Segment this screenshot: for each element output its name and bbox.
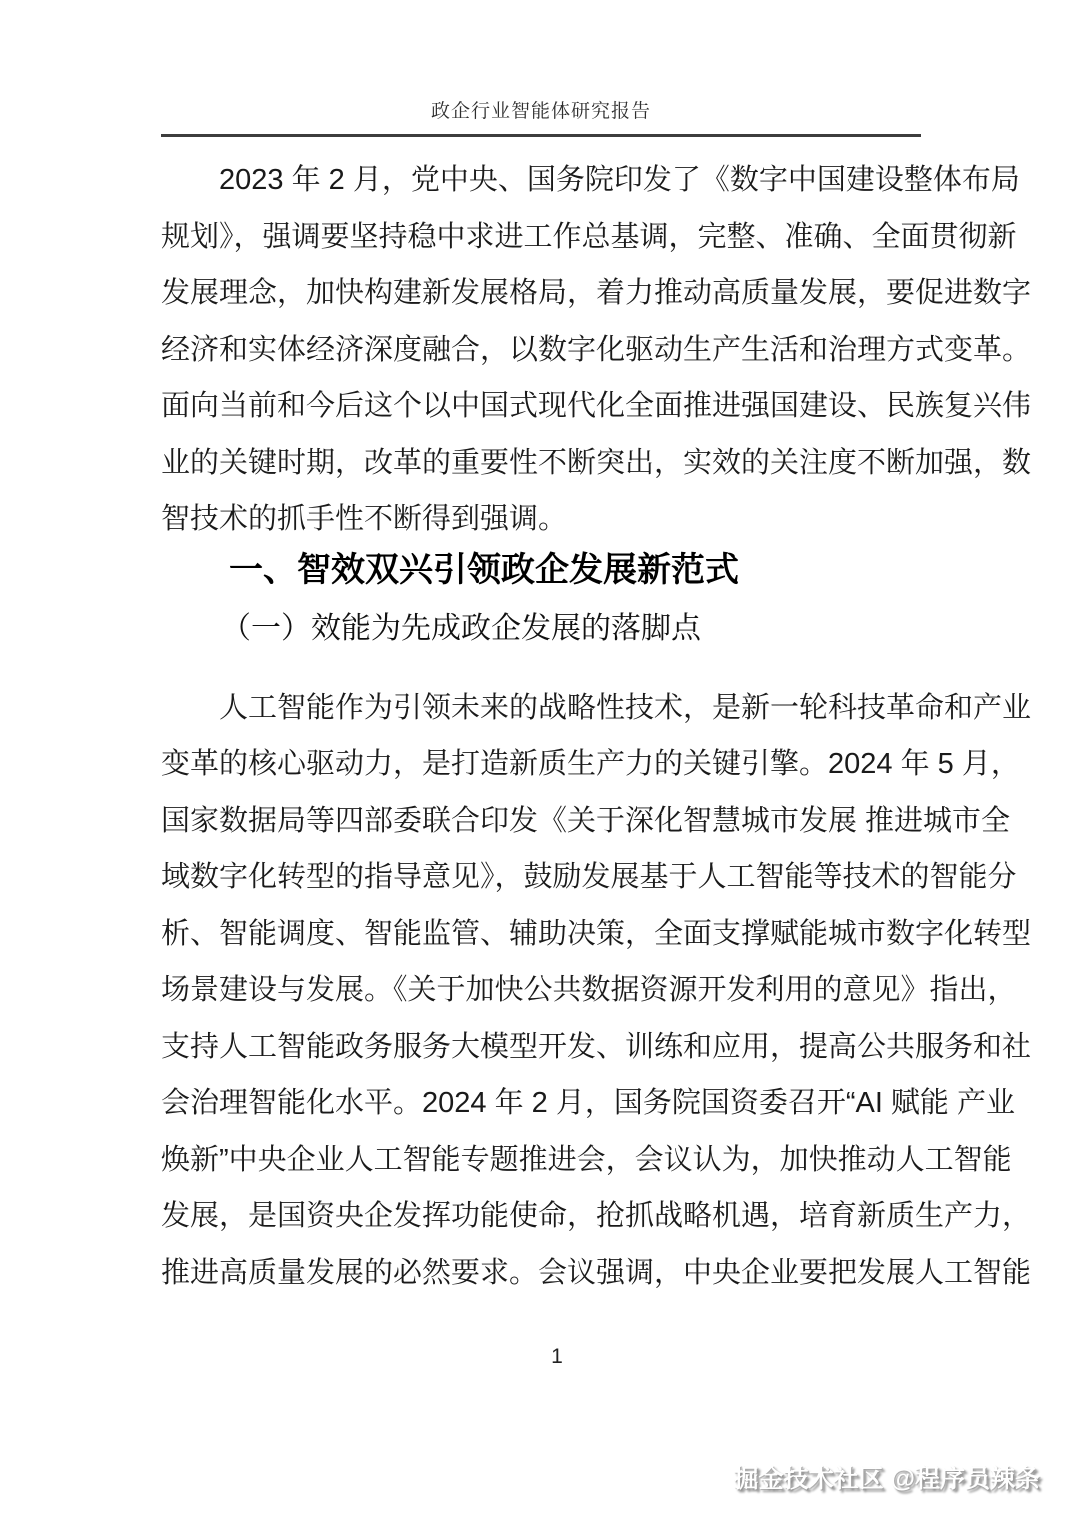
page-header-title: 政企行业智能体研究报告 bbox=[430, 101, 651, 122]
document-content-column bbox=[161, 0, 1032, 1301]
page-number: 1 bbox=[551, 1345, 563, 1368]
text-line: 支持人工智能政务服务大模型开发、训练和应用，提高公共服务和社 bbox=[161, 1030, 1032, 1063]
header-divider bbox=[161, 134, 921, 137]
text-line: 发展，是国资央企发挥功能使命，抢抓战略机遇，培育新质生产力， bbox=[161, 1200, 1032, 1232]
text-line: 析、智能调度、智能监管、辅助决策，全面支撑赋能城市数字化转型 bbox=[161, 917, 1032, 950]
text-line: 规划》，强调要坚持稳中求进工作总基调，完整、准确、全面贯彻新 bbox=[161, 220, 1017, 253]
paragraph-intro bbox=[161, 152, 1032, 548]
text-line: 智技术的抓手性不断得到强调。 bbox=[161, 503, 568, 535]
paragraph-body bbox=[161, 680, 1032, 1302]
watermark-text: 掘金技术社区 @程序员辣条 bbox=[733, 1465, 1040, 1493]
text-line: 场景建设与发展。《关于加快公共数据资源开发利用的意见》指出， bbox=[161, 974, 1017, 1006]
text-line: 变革的核心驱动力，是打造新质生产力的关键引擎。2024 年 5 月， bbox=[161, 748, 1020, 780]
text-line: 人工智能作为引领未来的战略性技术，是新一轮科技革命和产业 bbox=[219, 691, 1032, 724]
subsection-heading: （一）效能为先成政企发展的落脚点 bbox=[221, 611, 701, 645]
text-line: 国家数据局等四部委联合印发《关于深化智慧城市发展 推进城市全 bbox=[161, 804, 1011, 837]
section-heading: 一、智效双兴引领政企发展新范式 bbox=[229, 550, 739, 589]
text-line: 焕新”中央企业人工智能专题推进会，会议认为，加快推动人工智能 bbox=[161, 1143, 1012, 1176]
text-line: 面向当前和今后这个以中国式现代化全面推进强国建设、民族复兴伟 bbox=[161, 390, 1032, 422]
text-line: 发展理念，加快构建新发展格局，着力推动高质量发展，要促进数字 bbox=[161, 277, 1032, 309]
text-line: 会治理智能化水平。2024 年 2 月，国务院国资委召开“AI 赋能 产业 bbox=[161, 1087, 1015, 1119]
text-line: 经济和实体经济深度融合，以数字化驱动生产生活和治理方式变革。 bbox=[161, 333, 1032, 366]
text-line: 2023 年 2 月，党中央、国务院印发了《数字中国建设整体布局 bbox=[219, 164, 1020, 196]
text-line: 域数字化转型的指导意见》，鼓励发展基于人工智能等技术的智能分 bbox=[161, 861, 1017, 893]
text-line: 业的关键时期，改革的重要性不断突出，实效的关注度不断加强，数 bbox=[161, 446, 1032, 479]
text-line: 推进高质量发展的必然要求。会议强调，中央企业要把发展人工智能 bbox=[161, 1256, 1032, 1289]
